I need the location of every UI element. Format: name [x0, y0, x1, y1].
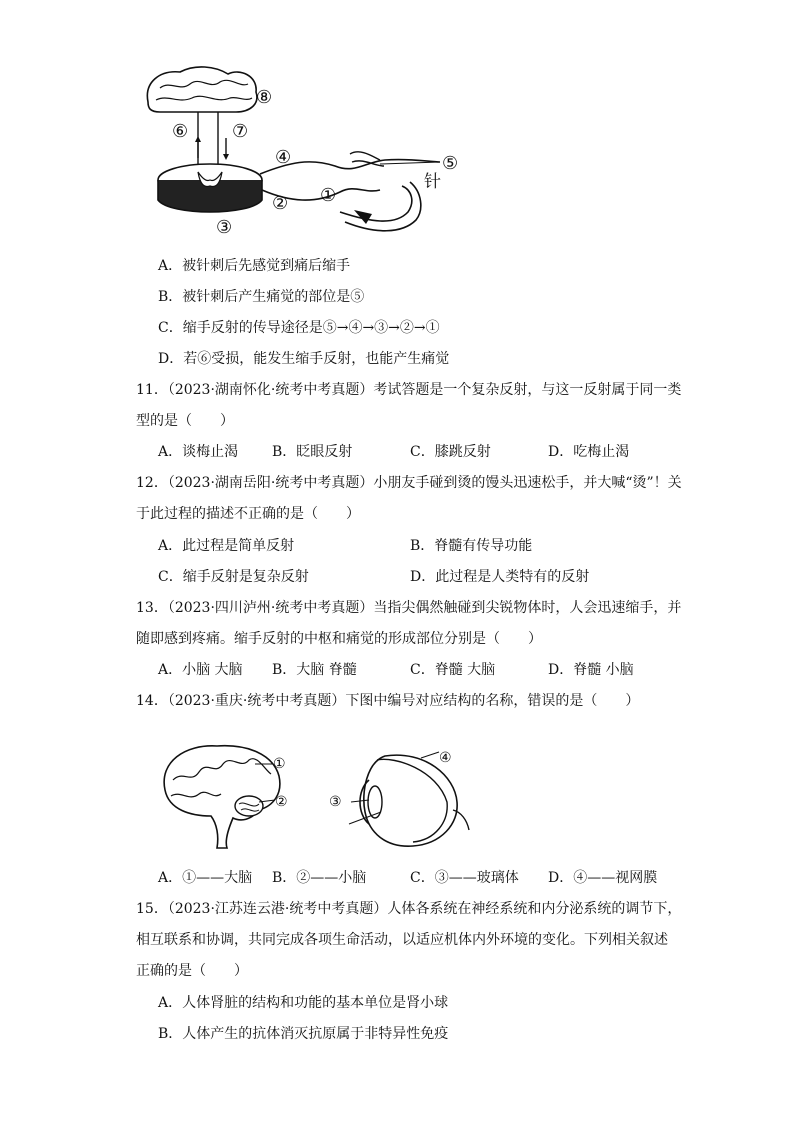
q13-stem-line1: 13．（2023·四川泸州·统考中考真题）当指尖偶然触碰到尖锐物体时，人会迅速缩手，并: [136, 600, 682, 616]
q14-option-c: C．③——玻璃体: [410, 870, 519, 886]
q12-stem-line2: 于此过程的描述不正确的是（ ）: [136, 506, 360, 522]
fig2-label-2: ②: [275, 794, 288, 810]
fig2-label-1: ①: [273, 756, 286, 772]
q12-option-d: D．此过程是人类特有的反射: [410, 569, 590, 585]
q15-stem-line3: 正确的是（ ）: [136, 963, 248, 979]
fig1-label-3: ③: [216, 217, 233, 238]
q10-option-a: A．被针刺后先感觉到痛后缩手: [158, 258, 351, 274]
fig1-label-1: ①: [320, 185, 337, 206]
fig2-label-3: ③: [329, 794, 342, 810]
q14-stem-line1: 14．（2023·重庆·统考中考真题）下图中编号对应结构的名称，错误的是（ ）: [136, 693, 640, 709]
fig1-label-5: ⑤: [442, 153, 459, 174]
q14-option-d: D．④——视网膜: [548, 870, 658, 886]
q11-option-d: D．吃梅止渴: [548, 444, 630, 460]
q12-option-b: B．脊髓有传导功能: [410, 538, 533, 554]
q11-stem-line2: 型的是（ ）: [136, 413, 234, 429]
q13-option-b: B．大脑 脊髓: [272, 662, 357, 678]
q15-stem-line1: 15．（2023·江苏连云港·统考中考真题）人体各系统在神经系统和内分泌系统的调节下，: [136, 901, 682, 917]
q15-option-b: B．人体产生的抗体消灭抗原属于非特异性免疫: [158, 1026, 449, 1042]
fig1-label-8: ⑧: [256, 87, 273, 108]
q10-option-b: B．被针刺后产生痛觉的部位是⑤: [158, 289, 365, 305]
q11-option-c: C．膝跳反射: [410, 444, 491, 460]
q15-option-a: A．人体肾脏的结构和功能的基本单位是肾小球: [158, 995, 449, 1011]
q12-stem-line1: 12．（2023·湖南岳阳·统考中考真题）小朋友手碰到烫的馒头迅速松手，并大喊“烫”！关: [136, 475, 682, 491]
fig1-needle-label: 针: [424, 172, 441, 192]
q13-option-a: A．小脑 大脑: [158, 662, 243, 678]
q10-option-c: C．缩手反射的传导途径是⑤→④→③→②→①: [158, 320, 440, 336]
q13-option-d: D．脊髓 小脑: [548, 662, 634, 678]
q10-option-d: D．若⑥受损，能发生缩手反射，也能产生痛觉: [158, 351, 450, 367]
q14-option-a: A．①——大脑: [158, 870, 253, 886]
q11-option-a: A．谈梅止渴: [158, 444, 239, 460]
q13-stem-line2: 随即感到疼痛。缩手反射的中枢和痛觉的形成部位分别是（ ）: [136, 631, 542, 647]
q11-option-b: B．眨眼反射: [272, 444, 353, 460]
fig1-label-6: ⑥: [172, 121, 189, 142]
q12-option-a: A．此过程是简单反射: [158, 538, 295, 554]
q13-option-c: C．脊髓 大脑: [410, 662, 496, 678]
q12-option-c: C．缩手反射是复杂反射: [158, 569, 309, 585]
fig1-label-2: ②: [272, 193, 289, 214]
q14-option-b: B．②——小脑: [272, 870, 367, 886]
fig1-label-7: ⑦: [232, 121, 249, 142]
fig1-label-4: ④: [275, 147, 292, 168]
q15-stem-line2: 相互联系和协调，共同完成各项生命活动，以适应机体内外环境的变化。下列相关叙述: [136, 932, 668, 948]
q11-stem-line1: 11．（2023·湖南怀化·统考中考真题）考试答题是一个复杂反射，与这一反射属于同一类: [136, 382, 682, 398]
fig2-label-4: ④: [439, 750, 452, 766]
